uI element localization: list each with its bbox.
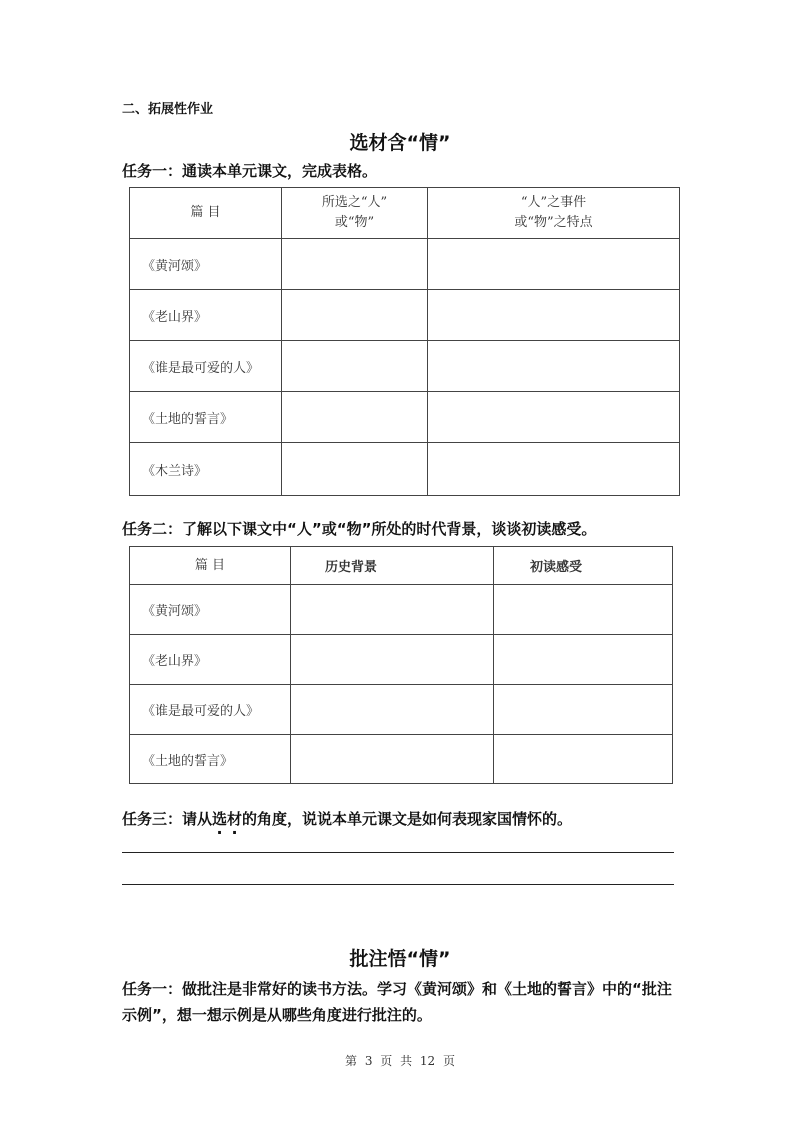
table-cell [428, 443, 680, 496]
table-cell [291, 685, 494, 735]
table-cell [428, 341, 680, 392]
table-1-row-title: 《木兰诗》 [130, 443, 282, 496]
table-row [130, 585, 673, 635]
task3-instruction [122, 806, 572, 832]
section-label: 二、拓展性作业 [122, 102, 214, 117]
page-footer: 第 3 页 共 12 页 [345, 1054, 455, 1068]
part2-title: 批注悟“情” [349, 948, 451, 970]
table-cell [291, 635, 494, 685]
table-2-header-history: 历史背景 [291, 547, 494, 585]
emphasis-char: 选 [212, 810, 228, 828]
header-event-line1: “人”之事件 [520, 195, 587, 210]
header-event-line2: 或“物”之特点 [514, 215, 593, 230]
table-row [130, 341, 680, 392]
table-cell [428, 239, 680, 290]
table-2 [129, 546, 673, 784]
table-2-row-title: 《土地的誓言》 [130, 735, 291, 784]
table-cell [494, 585, 673, 635]
table-1-row-title: 《土地的誓言》 [130, 392, 282, 443]
part2-task1-instruction: 任务一：做批注是非常好的读书方法。学习《黄河颂》和《土地的誓言》中的“批注示例”，想一想示例是从哪些角度进行批注的。 [122, 980, 672, 1024]
table-cell [494, 635, 673, 685]
task3-prefix: 任务三：请从 [122, 810, 213, 828]
table-cell [282, 341, 428, 392]
table-1 [129, 187, 680, 496]
table-cell [282, 392, 428, 443]
table-2-header-title: 篇 目 [130, 547, 291, 585]
table-row [130, 290, 680, 341]
table-cell [291, 585, 494, 635]
table-2-row-title: 《老山界》 [130, 635, 291, 685]
table-row [130, 443, 680, 496]
table-cell [282, 290, 428, 341]
table-row [130, 392, 680, 443]
task3-suffix: 的角度，说说本单元课文是如何表现家国情怀的。 [242, 810, 573, 828]
table-cell [428, 290, 680, 341]
table-cell [428, 392, 680, 443]
table-cell [494, 685, 673, 735]
table-cell [494, 735, 673, 784]
table-1-header-event [428, 188, 680, 239]
header-person-line1: 所选之“人” [321, 195, 388, 210]
table-row [130, 685, 673, 735]
table-cell [291, 735, 494, 784]
table-1-row-title: 《黄河颂》 [130, 239, 282, 290]
answer-line [122, 852, 674, 853]
table-1-header-title: 篇 目 [130, 188, 282, 239]
table-2-row-title: 《黄河颂》 [130, 585, 291, 635]
table-2-row-title: 《谁是最可爱的人》 [130, 685, 291, 735]
table-cell [282, 443, 428, 496]
table-row [130, 635, 673, 685]
table-1-row-title: 《老山界》 [130, 290, 282, 341]
table-row [130, 239, 680, 290]
table-1-header-row [130, 188, 680, 239]
task1-instruction: 任务一：通读本单元课文，完成表格。 [122, 162, 378, 180]
table-1-header-person [282, 188, 428, 239]
table-row [130, 735, 673, 784]
table-cell [282, 239, 428, 290]
header-person-line2: 或“物” [334, 215, 375, 230]
table-2-header-row [130, 547, 673, 585]
part1-title: 选材含“情” [349, 132, 451, 154]
table-2-header-feeling: 初读感受 [494, 547, 673, 585]
task2-instruction: 任务二：了解以下课文中“人”或“物”所处的时代背景，谈谈初读感受。 [122, 520, 597, 538]
table-1-row-title: 《谁是最可爱的人》 [130, 341, 282, 392]
answer-line [122, 884, 674, 885]
emphasis-char: 材 [227, 810, 243, 828]
